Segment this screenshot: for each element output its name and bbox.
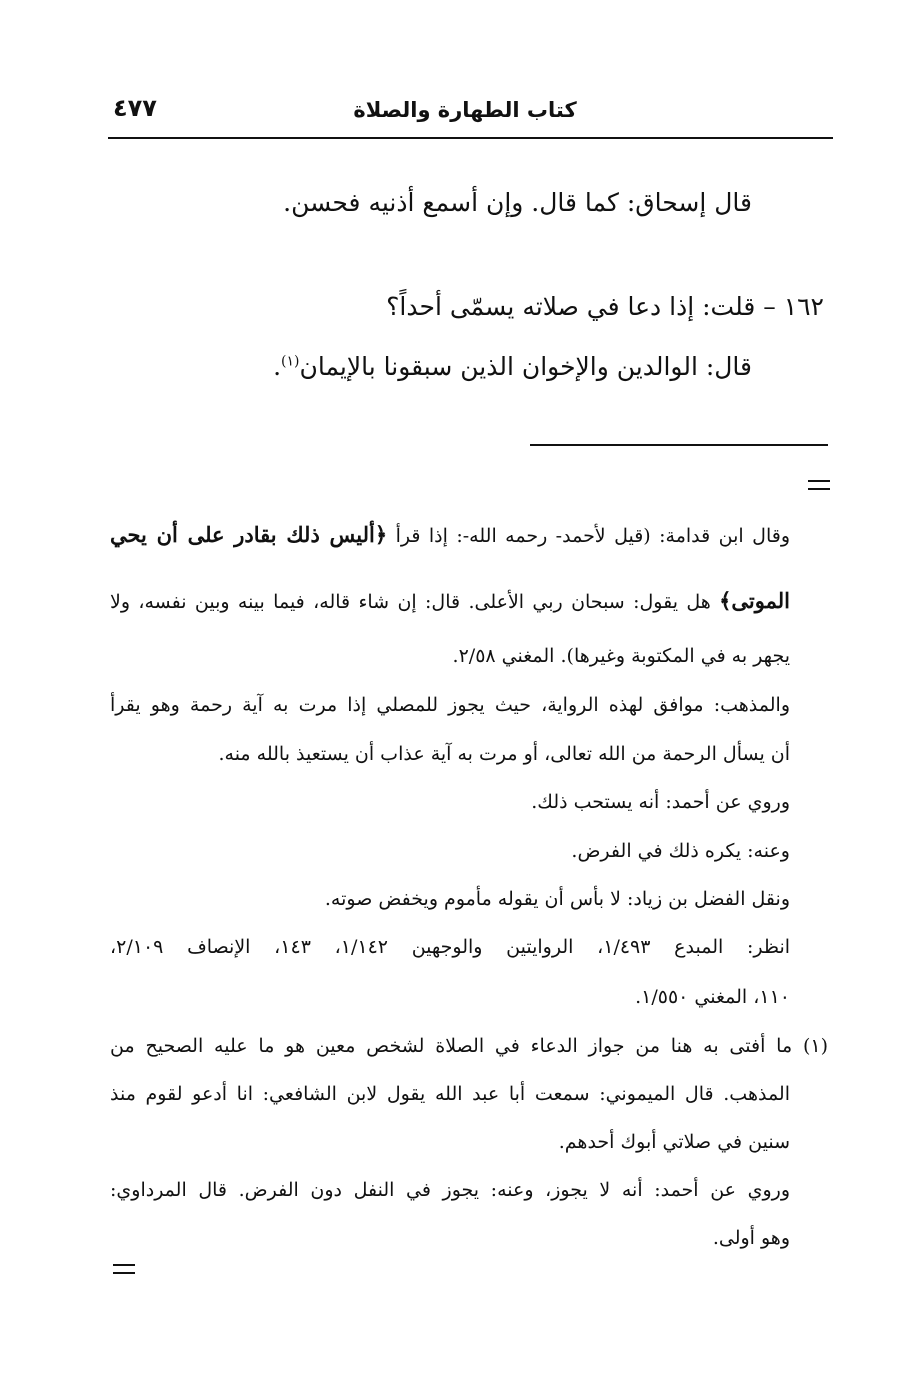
footnote-cont-line-5: أن يسأل الرحمة من الله تعالى، أو مرت به آية عذاب أن يستعيذ بالله منه. <box>218 743 790 765</box>
footnote-cont-line-10: ١١٠، المغني ١/٥٥٠. <box>635 986 790 1008</box>
footnote-cont-line-4: والمذهب: موافق لهذه الرواية، حيث يجوز للمصلي إذا مرت به آية رحمة وهو يقرأ <box>110 694 790 716</box>
running-header-title: كتاب الطهارة والصلاة <box>353 98 577 122</box>
footnote-1-line-1: (١) ما أفتى به هنا من جواز الدعاء في الصلاة لشخص معين هو ما عليه الصحيح من <box>110 1035 828 1057</box>
answer-162 <box>273 352 752 381</box>
question-162: ١٦٢ – قلت: إذا دعا في صلاته يسمّى أحداً؟ <box>386 292 824 321</box>
continuation-mark-top <box>808 480 830 490</box>
footnote-separator <box>530 444 828 446</box>
footnote-cont-line-2-text: هل يقول: سبحان ربي الأعلى. قال: إن شاء قاله، فيما بينه وبين نفسه، ولا <box>110 591 711 613</box>
page-number: ٤٧٧ <box>113 94 157 122</box>
answer-162-period: . <box>273 352 282 381</box>
footnote-cont-line-1 <box>110 524 790 546</box>
footnote-cont-line-6: وروي عن أحمد: أنه يستحب ذلك. <box>531 791 790 813</box>
footnote-ref-1[interactable]: (١) <box>281 353 300 370</box>
answer-162-text: قال: الوالدين والإخوان الذين سبقونا بالإيمان <box>299 352 752 381</box>
footnote-1-line-5: وهو أولى. <box>712 1227 790 1249</box>
continuation-mark-bottom <box>113 1264 135 1274</box>
quran-verse-end: الموتى﴾ <box>719 588 790 613</box>
footnote-cont-line-1-text: وقال ابن قدامة: (قيل لأحمد- رحمه الله-: إذا قرأ <box>395 525 791 547</box>
main-line-isḥaq: قال إسحاق: كما قال. وإن أسمع أذنيه فحسن. <box>283 188 752 217</box>
footnote-cont-line-8: ونقل الفضل بن زياد: لا بأس أن يقوله مأموم ويخفض صوته. <box>324 888 790 910</box>
quran-verse: ﴿أليس ذلك بقادر على أن يحي <box>110 522 388 547</box>
footnote-cont-line-3: يجهر به في المكتوبة وغيرها). المغني ٢/٥٨. <box>452 645 790 667</box>
header-rule <box>108 137 833 139</box>
footnote-cont-line-2 <box>110 590 790 612</box>
footnote-cont-line-7: وعنه: يكره ذلك في الفرض. <box>571 840 790 862</box>
footnote-1-line-2: المذهب. قال الميموني: سمعت أبا عبد الله يقول لابن الشافعي: انا أدعو لقوم منذ <box>110 1083 790 1105</box>
footnote-1-line-4: وروي عن أحمد: أنه لا يجوز، وعنه: يجوز في النفل دون الفرض. قال المرداوي: <box>110 1179 790 1201</box>
footnote-1-line-3: سنين في صلاتي أبوك أحدهم. <box>558 1131 790 1153</box>
footnote-cont-line-9: انظر: المبدع ١/٤٩٣، الروايتين والوجهين ١/١٤٢، ١٤٣، الإنصاف ٢/١٠٩، <box>110 936 791 958</box>
